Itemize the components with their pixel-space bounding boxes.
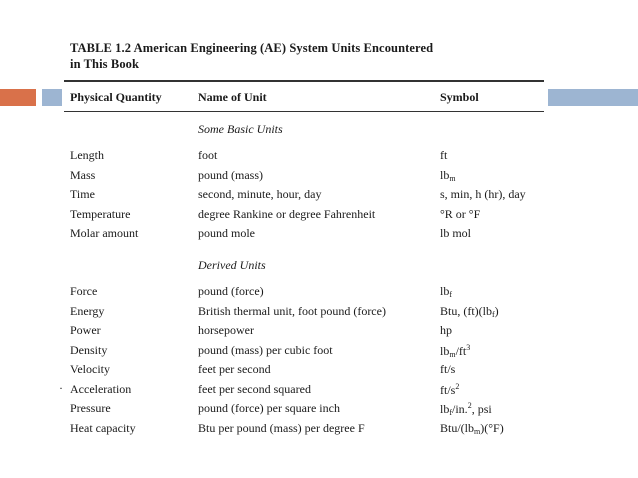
- table-row: [0, 168, 638, 187]
- table-rule-header: [64, 111, 544, 112]
- cell-quantity: Force: [70, 284, 98, 298]
- bullet-marker: ·: [59, 381, 63, 395]
- accent-bar-blue-left: [42, 89, 62, 106]
- cell-unit: Btu per pound (mass) per degree F: [198, 420, 365, 435]
- cell-quantity: Temperature: [70, 206, 131, 221]
- cell-unit: feet per second: [198, 362, 271, 376]
- cell-symbol: lb mol: [440, 226, 472, 240]
- cell-symbol: Btu, $(ft)(lb_f)$: [440, 303, 499, 319]
- table-title: [70, 40, 433, 72]
- cell-unit: pound mole: [198, 226, 255, 240]
- cell-symbol: ft: [440, 148, 448, 162]
- cell-unit: second, minute, hour, day: [198, 187, 322, 201]
- cell-symbol: $lb_m$: [440, 167, 456, 183]
- table-row: [0, 304, 638, 323]
- table-row: [0, 226, 638, 245]
- cell-symbol: °R or °F: [440, 206, 481, 221]
- cell-quantity: Mass: [70, 167, 96, 182]
- header-symbol: Symbol: [440, 90, 479, 104]
- cell-unit: British thermal unit, foot pound (force): [198, 303, 386, 318]
- cell-unit: pound (mass) per cubic foot: [198, 342, 333, 357]
- table-row: [0, 362, 638, 381]
- table-title-line2: in This Book: [70, 57, 140, 71]
- table-row: [0, 207, 638, 226]
- table-row: [0, 187, 638, 206]
- cell-unit: pound (mass): [198, 167, 263, 182]
- cell-quantity: Acceleration: [70, 381, 132, 396]
- section-label-derived: Derived Units: [198, 258, 266, 272]
- cell-symbol: s, min, h (hr), day: [440, 187, 526, 201]
- header-physical-quantity: Physical Quantity: [70, 90, 162, 104]
- cell-quantity: Time: [70, 187, 95, 201]
- cell-unit: pound (force) per square inch: [198, 401, 340, 415]
- table-row: [0, 343, 638, 362]
- cell-quantity: Heat capacity: [70, 420, 136, 435]
- cell-symbol: $lb_f/in.^2$, psi: [440, 401, 492, 417]
- cell-quantity: Length: [70, 148, 104, 162]
- table-rule-top: [64, 80, 544, 82]
- cell-symbol: ft/s: [440, 362, 456, 376]
- header-name-of-unit: Name of Unit: [198, 90, 267, 104]
- table-title-line1: TABLE 1.2 American Engineering (AE) System Units Encountered: [70, 41, 434, 55]
- accent-bar-orange: [0, 89, 36, 106]
- cell-unit: horsepower: [198, 323, 254, 337]
- cell-symbol: hp: [440, 323, 452, 337]
- accent-bar-blue-right: [548, 89, 638, 106]
- table-row: [0, 284, 638, 303]
- cell-quantity: Energy: [70, 303, 105, 318]
- cell-unit: degree Rankine or degree Fahrenheit: [198, 206, 376, 221]
- table-row: [0, 382, 638, 401]
- cell-unit: pound (force): [198, 284, 264, 298]
- cell-symbol: Btu/$(lb_m)(^\circ F)$: [440, 420, 504, 436]
- table-row: [0, 323, 638, 342]
- section-label-basic: Some Basic Units: [198, 122, 283, 136]
- cell-unit: foot: [198, 148, 218, 162]
- cell-symbol: $lb_f$: [440, 284, 453, 299]
- cell-quantity: Velocity: [70, 362, 110, 376]
- cell-symbol: $lb_m/ft^3$: [440, 342, 471, 359]
- cell-symbol: $ft/s^2$: [440, 381, 460, 397]
- cell-quantity: Molar amount: [70, 226, 139, 240]
- table-row: [0, 148, 638, 167]
- cell-quantity: Pressure: [70, 401, 111, 415]
- cell-quantity: Power: [70, 323, 101, 337]
- cell-unit: feet per second squared: [198, 381, 311, 396]
- table-row: [0, 401, 638, 420]
- table-row: [0, 421, 638, 440]
- cell-quantity: Density: [70, 342, 108, 357]
